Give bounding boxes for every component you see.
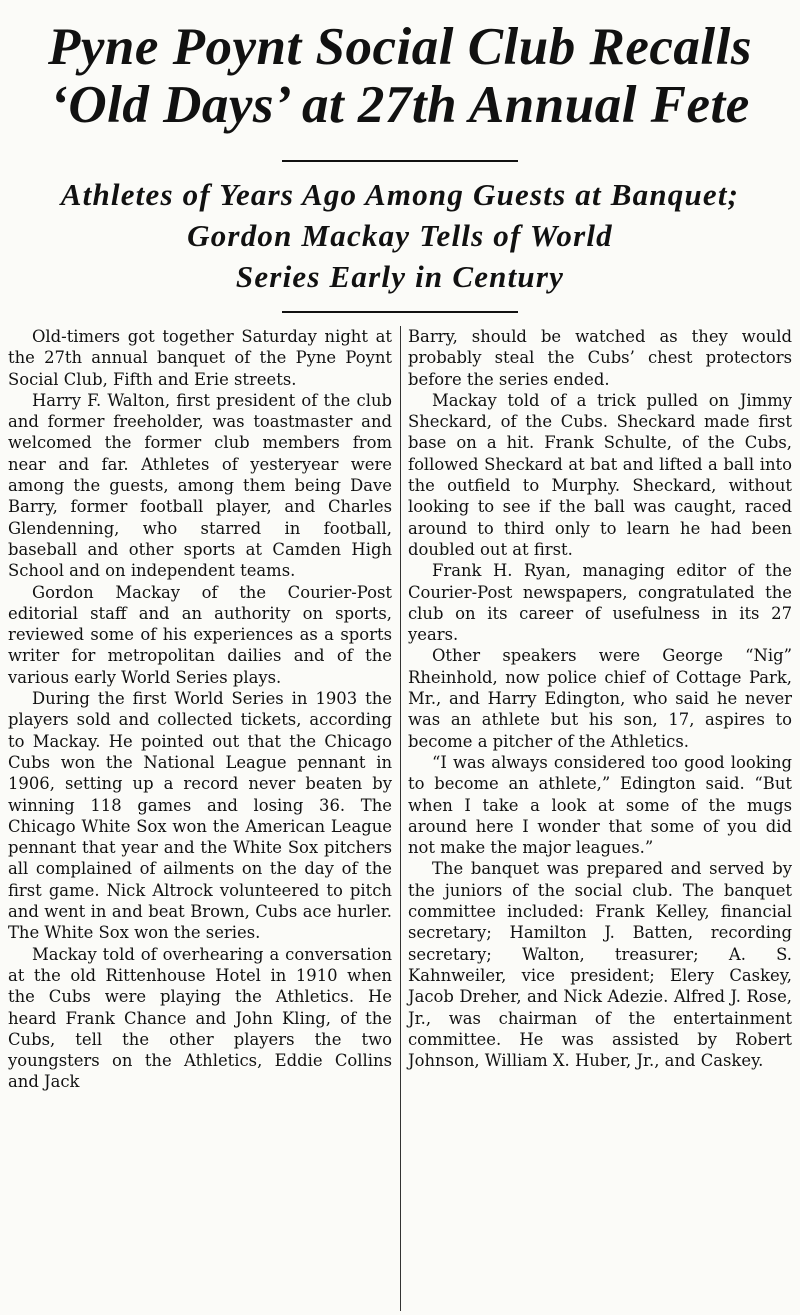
headline-line-2: ‘Old Days’ at 27th Annual Fete <box>50 76 750 134</box>
subheadline-line-1: Athletes of Years Ago Among Guests at Banquet; <box>60 177 740 212</box>
paragraph: Gordon Mackay of the Courier-Post editorial staff and an authority on sports, reviewed some of his experiences as a sports writer for metropolitan dailies and of the various early World Series plays. <box>8 582 392 687</box>
subheadline <box>0 174 800 297</box>
subheadline-line-3: Series Early in Century <box>235 259 565 294</box>
headline-divider <box>282 160 518 162</box>
paragraph: Old-timers got together Saturday night at the 27th annual banquet of the Pyne Poynt Social Club, Fifth and Erie streets. <box>8 327 392 389</box>
paragraph: The banquet was prepared and served by the juniors of the social club. The banquet committee included: Frank Kelley, financial secretary; Hamilton J. Batten, recording secretary; Walton, treasurer; A. S. Kahnweiler, vice president; Elery Caskey, Jacob Dreher, and Nick Adezie. Alfred J. Rose, Jr., was chairman of the entertainment committee. He was assisted by Robert Johnson, William X. Huber, Jr., and Caskey. <box>408 859 792 1071</box>
paragraph: Mackay told of overhearing a conversation at the old Rittenhouse Hotel in 1910 when the Cubs were playing the Athletics. He heard Frank Chance and John Kling, of the Cubs, tell the other players the two youngsters on the Athletics, Eddie Collins and Jack <box>8 944 392 1092</box>
subheadline-line-2: Gordon Mackay Tells of World <box>187 218 613 253</box>
paragraph: During the first World Series in 1903 the players sold and collected tickets, according to Mackay. He pointed out that the Chicago Cubs won the National League pennant in 1906, setting up a record never beaten by winning 118 games and losing 36. The Chicago White Sox won the American League pennant that year and the White Sox pitchers all complained of ailments on the day of the first game. Nick Altrock volunteered to pitch and went in and beat Brown, Cubs ace hurler. The White Sox won the series. <box>8 689 392 943</box>
right-column <box>408 326 792 1071</box>
column-divider <box>400 326 401 1311</box>
left-column <box>8 326 392 1093</box>
paragraph: Other speakers were George “Nig” Rheinhold, now police chief of Cottage Park, Mr., and Harry Edington, who said he never was an athlete but his son, 17, aspires to become a pitcher of the Athletics. <box>408 646 792 751</box>
paragraph: Barry, should be watched as they would probably steal the Cubs’ chest protectors before the series ended. <box>408 327 792 389</box>
paragraph: Mackay told of a trick pulled on Jimmy Sheckard, of the Cubs. Sheckard made first base on a hit. Frank Schulte, of the Cubs, followed Sheckard at bat and lifted a ball into the outfield to Murphy. Sheckard, without looking to see if the ball was caught, raced around to third only to learn he had been doubled out at first. <box>408 390 792 559</box>
article-body <box>0 326 800 1311</box>
headline-line-1: Pyne Poynt Social Club Recalls <box>48 18 752 76</box>
paragraph: “I was always considered too good looking to become an athlete,” Edington said. “But when I take a look at some of the mugs around here I wonder that some of you did not make the major leagues.” <box>408 752 792 858</box>
paragraph: Harry F. Walton, first president of the club and former freeholder, was toastmaster and welcomed the former club members from near and far. Athletes of yesteryear were among the guests, among them being Dave Barry, former football player, and Charles Glendenning, who starred in football, baseball and other sports at Camden High School and on independent teams. <box>8 390 392 581</box>
subheadline-divider <box>282 311 518 313</box>
headline <box>0 0 800 134</box>
paragraph: Frank H. Ryan, managing editor of the Courier-Post newspapers, congratulated the club on its career of usefulness in its 27 years. <box>408 561 792 645</box>
